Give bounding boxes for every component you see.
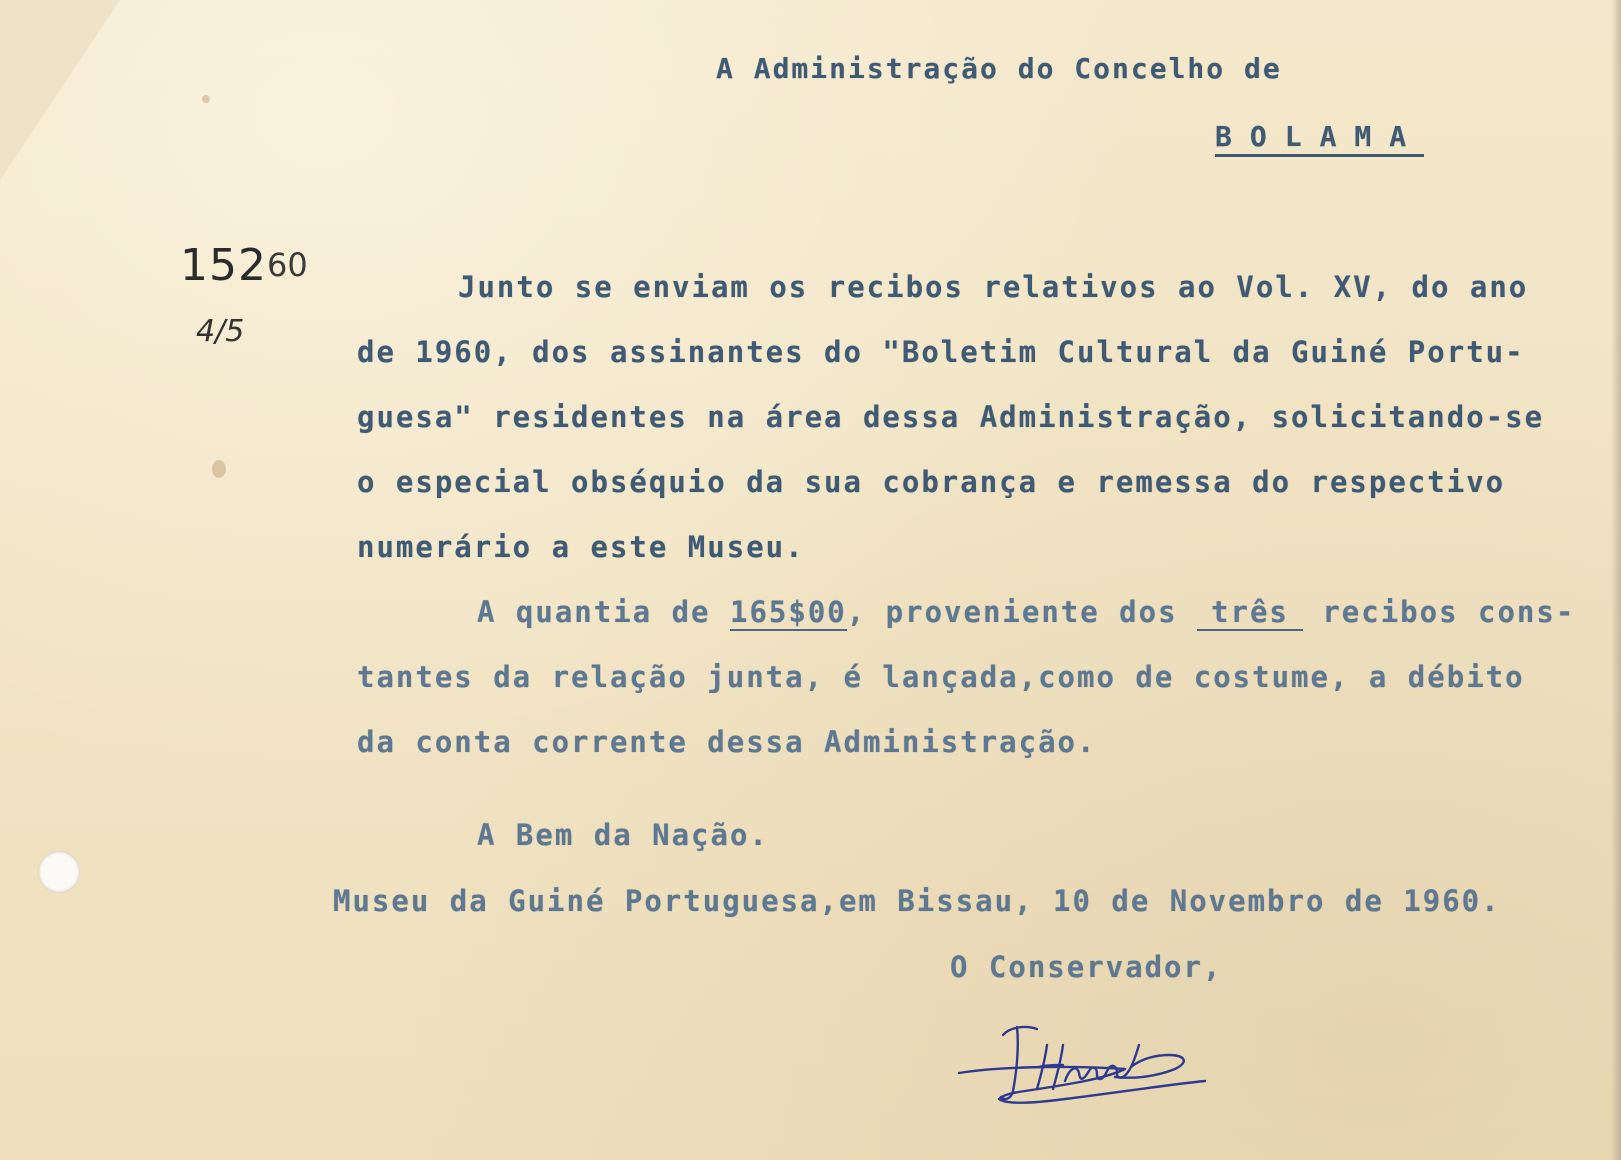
amount-value: 165$00 (729, 595, 847, 629)
punch-hole (38, 851, 80, 893)
paragraph2-line: tantes da relação junta, é lançada,como de costume, a débito (357, 660, 1525, 694)
registry-number (180, 240, 308, 291)
paragraph1-line: de 1960, dos assinantes do "Boletim Cultural da Guiné Portu- (357, 335, 1525, 369)
registry-number-year: 60 (266, 246, 308, 284)
signature-stroke (1001, 1027, 1037, 1099)
signature-stroke (1065, 1045, 1184, 1081)
paragraph1-line: guesa" residentes na área dessa Administração, solicitando-se (357, 400, 1545, 434)
registry-number-main: 152 (180, 240, 267, 291)
ink-stain (202, 95, 210, 103)
signer-title: O Conservador, (950, 950, 1223, 984)
handwritten-signature (955, 1015, 1255, 1125)
paragraph2-line: da conta corrente dessa Administração. (357, 725, 1097, 759)
paragraph2-first-line (477, 595, 1575, 629)
ink-stain (212, 460, 226, 478)
paragraph1-line: Junto se enviam os recibos relativos ao Vol. XV, do ano (458, 270, 1529, 304)
registry-sub-number: 4/5 (196, 314, 245, 349)
addressee-place: BOLAMA (1215, 120, 1424, 157)
place-and-date: Museu da Guiné Portuguesa,em Bissau, 10 de Novembro de 1960. (333, 884, 1501, 918)
paragraph1-line: numerário a este Museu. (357, 530, 805, 564)
folded-corner (0, 0, 120, 180)
paragraph1-line: o especial obséquio da sua cobrança e remessa do respectivo (357, 465, 1506, 499)
receipt-count-word: três (1197, 595, 1303, 631)
addressee-line: A Administração do Concelho de (716, 52, 1282, 85)
page-edge-shadow (1611, 0, 1621, 1160)
paragraph2-middle: , proveniente dos (846, 595, 1198, 629)
salutation: A Bem da Nação. (477, 818, 769, 852)
paragraph2-suffix: recibos cons- (1302, 595, 1576, 629)
paragraph2-prefix: A quantia de (477, 595, 730, 629)
